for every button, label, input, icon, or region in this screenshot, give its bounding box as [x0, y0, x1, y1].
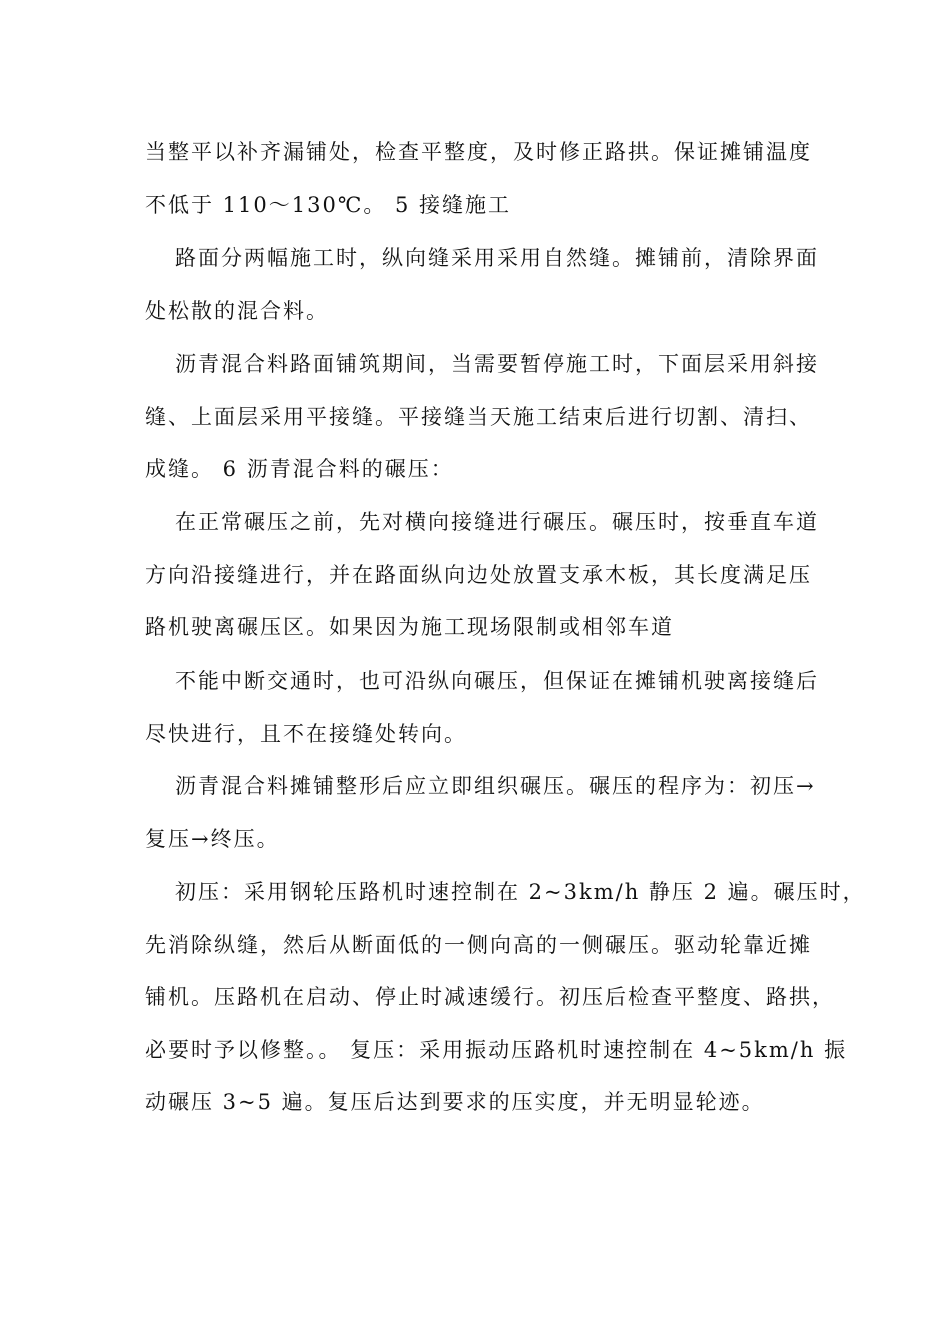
text-line: 不能中断交通时，也可沿纵向碾压，但保证在摊铺机驶离接缝后 [175, 669, 819, 693]
paragraph-longitudinal-joint [145, 232, 825, 337]
text-line: 复压→终压。 [145, 826, 280, 851]
text-line: 不低于 110～130℃。 5 接缝施工 [145, 192, 512, 217]
paragraph-initial-and-re-rolling [145, 866, 866, 1129]
text-line: 在正常碾压之前，先对横向接缝进行碾压。碾压时，按垂直车道 [175, 510, 819, 534]
text-line: 必要时予以修整。。 复压：采用振动压路机时速控制在 4~5km/h 振 [145, 1037, 848, 1062]
text-line: 路机驶离碾压区。如果因为施工现场限制或相邻车道 [145, 615, 674, 639]
text-line: 尽快进行，且不在接缝处转向。 [145, 721, 467, 746]
text-line: 缝、上面层采用平接缝。平接缝当天施工结束后进行切割、清扫、 [145, 404, 812, 429]
paragraph-longitudinal-rolling [145, 655, 825, 760]
text-line: 处松散的混合料。 [145, 298, 329, 323]
text-line: 先消除纵缝，然后从断面低的一侧向高的一侧碾压。驱动轮靠近摊 [145, 932, 812, 957]
text-line: 当整平以补齐漏铺处，检查平整度，及时修正路拱。保证摊铺温度 [145, 140, 812, 164]
text-line: 动碾压 3~5 遍。复压后达到要求的压实度，并无明显轮迹。 [145, 1090, 765, 1114]
text-line: 路面分两幅施工时，纵向缝采用采用自然缝。摊铺前，清除界面 [175, 246, 819, 270]
paragraph-joint-rolling [145, 496, 825, 654]
text-line: 沥青混合料路面铺筑期间，当需要暂停施工时，下面层采用斜接 [175, 352, 819, 376]
paragraph-paving-temperature [145, 126, 825, 231]
text-line: 铺机。压路机在启动、停止时减速缓行。初压后检查平整度、路拱， [145, 985, 835, 1009]
text-line: 沥青混合料摊铺整形后应立即组织碾压。碾压的程序为：初压→ [175, 774, 816, 798]
paragraph-transverse-joint [145, 338, 825, 496]
text-line: 初压：采用钢轮压路机时速控制在 2~3km/h 静压 2 遍。碾压时， [175, 880, 866, 904]
text-line: 成缝。 6 沥青混合料的碾压： [145, 457, 454, 481]
paragraph-rolling-sequence [145, 760, 825, 865]
text-line: 方向沿接缝进行，并在路面纵向边处放置支承木板，其长度满足压 [145, 562, 812, 587]
